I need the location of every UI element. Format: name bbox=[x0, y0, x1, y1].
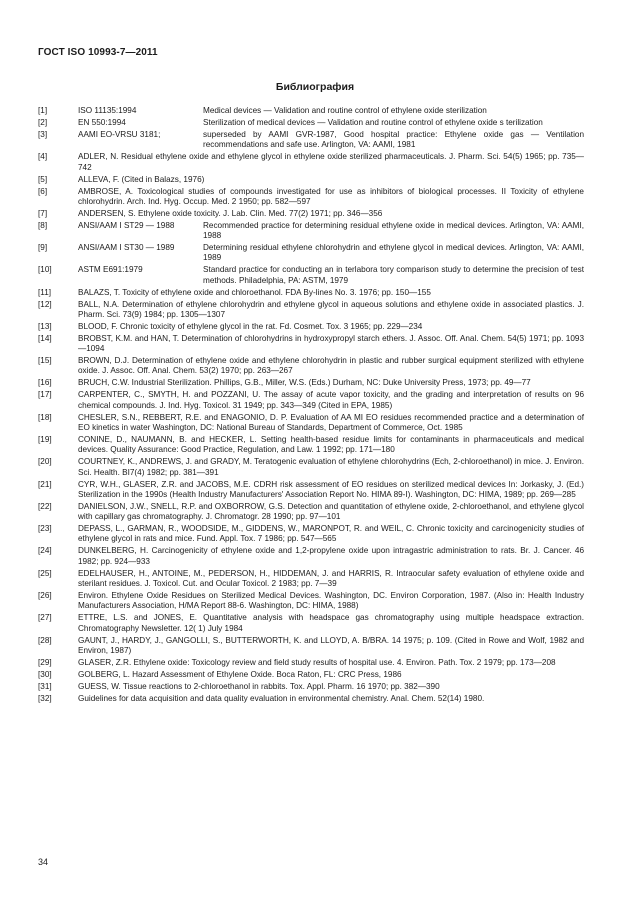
reference-text: Determining residual ethylene chlorohydrin and ethylene glycol in medical devices. Arlington, VA: AAMI, 1989 bbox=[203, 243, 584, 263]
reference-number: [8] bbox=[38, 220, 48, 230]
reference-text: Environ. Ethylene Oxide Residues on Sterilized Medical Devices. Washington, DC. Environ Corporation, 1987. (Also in: Health Industry Manufacturers Association, H/MA Report 88-6. Washington, DC: HIMA, 1988) bbox=[78, 590, 584, 611]
reference-entry bbox=[38, 221, 584, 242]
reference-entry bbox=[38, 334, 584, 355]
reference-number: [11] bbox=[38, 287, 52, 297]
reference-number: [15] bbox=[38, 356, 52, 366]
reference-entry bbox=[38, 480, 584, 501]
reference-text: GOLBERG, L. Hazard Assessment of Ethylene Oxide. Boca Raton, FL: CRC Press, 1986 bbox=[78, 669, 402, 679]
reference-entry bbox=[38, 694, 584, 704]
reference-text: EDELHAUSER, H., ANTOINE, M., PEDERSON, H., HIDDEMAN, J. and HARRIS, R. Intraocular safety evaluation of ethylene oxide and sterilant residues. J. Toxicol. Cut. and Ocular Toxicol. 2 1983; pp. 7—39 bbox=[78, 568, 584, 588]
reference-text: DANIELSON, J.W., SNELL, R.P. and OXBORROW, G.S. Detection and quantitation of ethylene oxide, 2-chloroethanol, and ethylene glycol with capillary gas chromatography. J. Chromatogr. 28 1990; pp. 97—101 bbox=[78, 501, 584, 522]
reference-number: [26] bbox=[38, 590, 52, 600]
reference-entry bbox=[38, 390, 584, 411]
reference-number: [9] bbox=[38, 243, 48, 253]
reference-text: GLASER, Z.R. Ethylene oxide: Toxicology review and field study results of hospital use. 4. Environ. Path. Tox. 2 1979; pp. 173—208 bbox=[78, 657, 556, 667]
reference-number: [13] bbox=[38, 321, 52, 331]
reference-entry bbox=[38, 636, 584, 657]
reference-entry bbox=[38, 106, 584, 116]
reference-number: [21] bbox=[38, 479, 52, 489]
reference-number: [6] bbox=[38, 186, 48, 196]
reference-text: ADLER, N. Residual ethylene oxide and ethylene glycol in ethylene oxide sterilized pharmaceuticals. J. Pharm. Sci. 54(5) 1965; pp. 735—742 bbox=[78, 152, 584, 172]
reference-standard-code: AAMI EO-VRSU 3181; bbox=[78, 129, 161, 139]
reference-number: [28] bbox=[38, 635, 52, 645]
reference-number: [16] bbox=[38, 378, 52, 388]
reference-number: [10] bbox=[38, 265, 52, 275]
reference-text: CONINE, D., NAUMANN, B. and HECKER, L. Setting health-based residue limits for contaminants in pharmaceuticals and medical devices. Quality Assurance: Good Practice, Regulation, and Law. 1 1992; pp. 171—180 bbox=[78, 434, 584, 455]
reference-entry bbox=[38, 243, 584, 264]
reference-text: GAUNT, J., HARDY, J., GANGOLLI, S., BUTTERWORTH, K. and LLOYD, A. B/BRA. 14 1975; p. 109. (Cited in Rowe and Wolf, 1982 and Environ, 1987) bbox=[78, 635, 584, 655]
reference-entry bbox=[38, 356, 584, 377]
reference-entry bbox=[38, 152, 584, 173]
reference-text: Standard practice for conducting an in terlabora tory comparison study to determine the precision of test methods. Philadelphia, PA: ASTM, 1979 bbox=[203, 265, 584, 285]
reference-text: AMBROSE, A. Toxicological studies of compounds investigated for use as inhibitors of biological processes. II Toxicity of ethylene chlorohydrin. Arch. Ind. Hyg. Occup. Med. 2 1950; pp. 582—597 bbox=[78, 186, 584, 206]
reference-entry bbox=[38, 118, 584, 128]
reference-entry bbox=[38, 658, 584, 668]
reference-entry bbox=[38, 435, 584, 456]
reference-number: [30] bbox=[38, 669, 52, 679]
reference-entry bbox=[38, 175, 584, 185]
reference-entry bbox=[38, 682, 584, 692]
standard-designation: ГОСТ ISO 10993-7—2011 bbox=[38, 47, 158, 58]
reference-number: [24] bbox=[38, 546, 52, 556]
reference-entry bbox=[38, 502, 584, 523]
reference-entry bbox=[38, 130, 584, 151]
reference-standard-code: ANSI/AAM I ST29 — 1988 bbox=[78, 220, 175, 230]
reference-standard-code: ANSI/AAM I ST30 — 1989 bbox=[78, 243, 175, 253]
reference-entry bbox=[38, 524, 584, 545]
reference-standard-code: ISO 11135:1994 bbox=[78, 106, 137, 115]
reference-number: [23] bbox=[38, 524, 52, 534]
reference-number: [20] bbox=[38, 457, 52, 467]
reference-number: [2] bbox=[38, 117, 48, 127]
reference-number: [5] bbox=[38, 174, 48, 184]
reference-text: BALL, N.A. Determination of ethylene chlorohydrin and ethylene glycol in aqueous solutions and ethylene oxide in associated plastics. J. Pharm. Sci. 73(9) 1984; pp. 1305—1307 bbox=[78, 299, 584, 319]
reference-number: [1] bbox=[38, 106, 48, 115]
reference-text: CYR, W.H., GLASER, Z.R. and JACOBS, M.E. CDRH risk assessment of EO residues on sterilized medical devices In: Jorkasky, J. (Ed.) Sterilization in the 1990s (Health Industry Manufacturers' Association Report No. HIMA 89-I). Washington, DC: HIMA, 1989; pp. 269—285 bbox=[78, 479, 584, 499]
reference-text: Guidelines for data acquisition and data quality evaluation in environmental chemistry. Anal. Chem. 52(14) 1980. bbox=[78, 693, 485, 703]
reference-text: ALLEVA, F. (Cited in Balazs, 1976) bbox=[78, 174, 205, 184]
reference-number: [4] bbox=[38, 152, 48, 162]
reference-text: BROWN, D.J. Determination of ethylene oxide and ethylene chlorohydrin in plastic and rubber surgical equipment sterilized with ethylene oxide. J. Assoc. Off. Anal. Chem. 53(2) 1970; pp. 263—267 bbox=[78, 356, 584, 376]
reference-text: BALAZS, T. Toxicity of ethylene oxide and chloroethanol. FDA By-lines No. 3. 1976; pp. 150—155 bbox=[78, 287, 431, 297]
reference-text: BLOOD, F. Chronic toxicity of ethylene glycol in the rat. Fd. Cosmet. Tox. 3 1965; pp. 229—234 bbox=[78, 321, 423, 331]
reference-number: [32] bbox=[38, 693, 52, 703]
reference-entry bbox=[38, 457, 584, 478]
reference-text: DUNKELBERG, H. Carcinogenicity of ethylene oxide and 1,2-propylene oxide upon intragastric administration to rats. Br. J. Cancer. 46 1982; pp. 924—933 bbox=[78, 546, 584, 566]
reference-text: COURTNEY, K., ANDREWS, J. and GRADY, M. Teratogenic evaluation of ethylene chlorohydrins (Ech, 2-chloroethanol) in mice. J. Environ. Sci. Health. BI7(4) 1982; pp. 381—391 bbox=[78, 457, 584, 477]
reference-number: [7] bbox=[38, 208, 48, 218]
reference-text: Recommended practice for determining residual ethylene oxide in medical devices. Arlington, VA: AAMI, 1988 bbox=[203, 220, 584, 241]
reference-number: [19] bbox=[38, 434, 52, 444]
reference-text: ANDERSEN, S. Ethylene oxide toxicity. J. Lab. Clin. Med. 77(2) 1971; pp. 346—356 bbox=[78, 208, 383, 218]
reference-text: CHESLER, S.N., REBBERT, R.E. and ENAGONIO, D. P. Evaluation of AA MI EO residues recommended practice and a determination of EO kinetics in water Washington, DC: National Bureau of Standards, Department of Commerce, Oct. 1985 bbox=[78, 412, 584, 432]
page-number: 34 bbox=[38, 857, 49, 867]
reference-number: [12] bbox=[38, 299, 52, 309]
reference-entry bbox=[38, 300, 584, 321]
reference-entry bbox=[38, 546, 584, 567]
reference-text: BRUCH, C.W. Industrial Sterilization. Phillips, G.B., Miller, W.S. (Eds.) Durham, NC: Duke University Press, 1973; pp. 49—77 bbox=[78, 378, 531, 388]
reference-entry bbox=[38, 265, 584, 286]
reference-text: Sterilization of medical devices — Validation and routine control of ethylene oxide s terilization bbox=[203, 117, 543, 127]
reference-number: [18] bbox=[38, 412, 52, 422]
reference-text: GUESS, W. Tissue reactions to 2-chloroethanol in rabbits. Tox. Appl. Pharm. 16 1970; pp. 382—390 bbox=[78, 681, 440, 691]
reference-number: [29] bbox=[38, 657, 52, 667]
reference-number: [17] bbox=[38, 390, 52, 400]
reference-text: Medical devices — Validation and routine control of ethylene oxide sterilization bbox=[203, 106, 487, 115]
reference-entry bbox=[38, 322, 584, 332]
reference-number: [31] bbox=[38, 681, 52, 691]
reference-text: ETTRE, L.S. and JONES, E. Quantitative analysis with headspace gas chromatography using multiple headspace extraction. Chromatography Newsletter. 12( 1) July 1984 bbox=[78, 613, 584, 633]
reference-entry bbox=[38, 670, 584, 680]
reference-entry bbox=[38, 569, 584, 590]
reference-number: [22] bbox=[38, 501, 52, 511]
reference-entry bbox=[38, 378, 584, 388]
reference-entry bbox=[38, 413, 584, 434]
bibliography-title: Библиография bbox=[275, 81, 355, 93]
reference-list bbox=[38, 106, 584, 706]
reference-number: [25] bbox=[38, 568, 52, 578]
reference-standard-code: EN 550:1994 bbox=[78, 117, 126, 127]
reference-entry bbox=[38, 591, 584, 612]
reference-entry bbox=[38, 613, 584, 634]
reference-number: [27] bbox=[38, 613, 52, 623]
reference-entry bbox=[38, 209, 584, 219]
reference-number: [3] bbox=[38, 129, 48, 139]
reference-standard-code: ASTM E691:1979 bbox=[78, 265, 143, 275]
reference-entry bbox=[38, 187, 584, 208]
reference-text: CARPENTER, C., SMYTH, H. and POZZANI, U. The assay of acute vapor toxicity, and the grading and interpretation of results on 96 chemical compounds. J. Ind. Hyg. Toxicol. 31 1949; pp. 343—349 (Cited in EPA, 1985) bbox=[78, 390, 584, 410]
reference-text: DEPASS, L., GARMAN, R., WOODSIDE, M., GIDDENS, W., MARONPOT, R. and WEIL, C. Chronic toxicity and carcinogenicity studies of ethylene glycol in rats and mice. Fund. Appl. Tox. 7 1986; pp. 547—565 bbox=[78, 524, 584, 544]
reference-text: BROBST, K.M. and HAN, T. Determination of chlorohydrins in hydroxypropyl starch ethers. J. Assoc. Off. Anal. Chem. 54(5) 1971; pp. 1093—1094 bbox=[78, 333, 584, 354]
reference-number: [14] bbox=[38, 333, 52, 343]
reference-entry bbox=[38, 288, 584, 298]
reference-text: superseded by AAMI GVR-1987, Good hospital practice: Ethylene oxide gas — Ventilation recommendations and safe use. Arlington, VA: AAMI, 1981 bbox=[203, 129, 584, 150]
